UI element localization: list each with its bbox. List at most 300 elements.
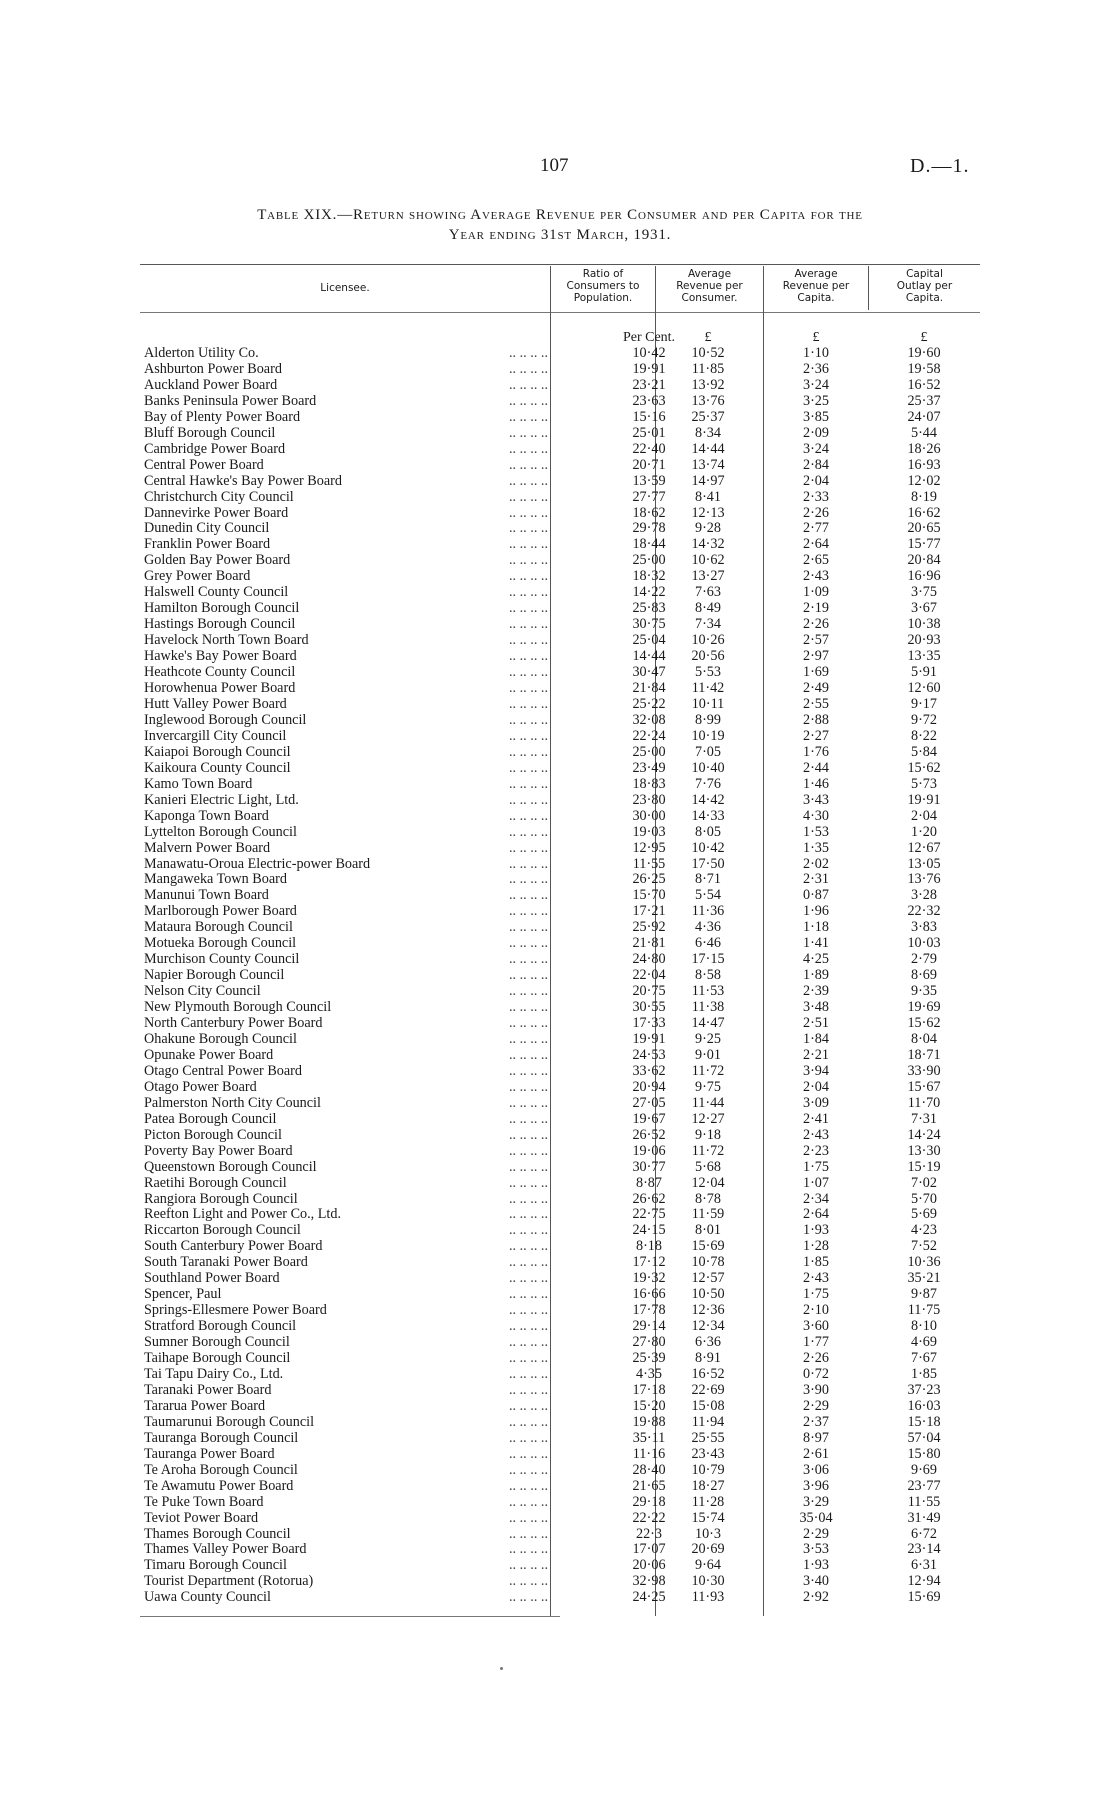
leader-dots: .. .. .. .. [508,584,548,601]
revenue-per-consumer-cell: 14·44 [691,440,725,457]
table-row [140,1096,980,1112]
revenue-per-consumer-cell: 9·75 [694,1078,721,1095]
header-top-rule [140,264,980,265]
revenue-per-capita-cell: 3·06 [802,1461,829,1478]
table-row [140,1128,980,1144]
capital-outlay-cell: 25·37 [907,392,941,409]
licensee-name: Kaponga Town Board [144,809,273,825]
capital-outlay-cell: 20·84 [907,552,941,569]
capital-outlay-cell: 16·96 [907,568,941,585]
revenue-per-consumer-cell: 11·38 [691,999,725,1016]
licensee-name: Invercargill City Council [144,729,290,745]
revenue-per-capita-cell: 0·72 [802,1366,829,1382]
header-line: Capital [906,268,943,280]
table-row [140,984,980,1000]
revenue-per-consumer-cell: 12·13 [691,504,725,521]
page-speck [500,1667,503,1670]
leader-dots: .. .. .. .. [508,1254,548,1271]
revenue-per-consumer-cell: 11·72 [691,1062,725,1079]
ratio-cell: 19·06 [632,1142,666,1159]
revenue-per-consumer-cell: 8·05 [694,823,721,840]
licensee-name: Hutt Valley Power Board [144,697,291,713]
revenue-per-capita-cell: 1·28 [802,1238,829,1255]
table-row [140,1383,980,1399]
capital-outlay-cell: 20·93 [907,632,941,649]
ratio-cell: 25·83 [632,600,666,617]
table-row [140,569,980,585]
capital-outlay-cell: 15·77 [907,536,941,553]
capital-outlay-cell: 1·20 [910,823,937,840]
licensee-name: Tai Tapu Dairy Co., Ltd. [144,1367,287,1383]
ratio-cell: 24·25 [632,1589,666,1606]
table-row [140,745,980,761]
column-header-revenue-per-consumer [656,268,763,304]
table-row [140,1255,980,1271]
revenue-per-consumer-cell: 20·56 [691,648,725,665]
leader-dots: .. .. .. .. [508,1142,548,1159]
licensee-name: Kamo Town Board [144,777,256,793]
licensee-name: Halswell County Council [144,585,292,601]
table-row [140,1367,980,1383]
capital-outlay-cell: 9·87 [910,1286,937,1303]
licensee-name: Mataura Borough Council [144,920,297,936]
ratio-cell: 25·92 [632,919,666,936]
leader-dots: .. .. .. .. [508,1541,548,1558]
unit-outlay: £ [920,330,928,345]
revenue-per-capita-cell: 2·33 [802,488,829,505]
table-row [140,1463,980,1479]
revenue-per-consumer-cell: 8·99 [694,711,721,728]
header-line: Consumers to [566,280,640,292]
leader-dots: .. .. .. .. [508,1350,548,1367]
ratio-cell: 8·18 [635,1238,662,1255]
ratio-cell: 17·21 [632,903,666,920]
table-row [140,649,980,665]
ratio-cell: 19·67 [632,1110,666,1127]
table-row [140,904,980,920]
licensee-name: Golden Bay Power Board [144,553,294,569]
table-row [140,442,980,458]
table-bottom-rule [140,1616,560,1617]
revenue-per-consumer-cell: 14·33 [691,807,725,824]
capital-outlay-cell: 16·03 [907,1397,941,1414]
capital-outlay-cell: 19·58 [907,360,941,377]
revenue-per-capita-cell: 2·23 [802,1142,829,1159]
licensee-name: Rangiora Borough Council [144,1192,302,1208]
licensee-name: Motueka Borough Council [144,936,300,952]
licensee-name: Tauranga Borough Council [144,1431,302,1447]
table-row [140,793,980,809]
leader-dots: .. .. .. .. [508,1158,548,1175]
licensee-table-body [140,346,980,1606]
revenue-per-consumer-cell: 9·18 [694,1126,721,1143]
header-line: Population. [573,292,633,304]
leader-dots: .. .. .. .. [508,1381,548,1398]
table-row [140,1447,980,1463]
leader-dots: .. .. .. .. [508,456,548,473]
revenue-per-consumer-cell: 13·92 [691,376,725,393]
ratio-cell: 11·16 [632,1445,666,1462]
revenue-per-consumer-cell: 7·05 [694,743,721,760]
licensee-name: Raetihi Borough Council [144,1176,291,1192]
table-row [140,346,980,362]
revenue-per-consumer-cell: 22·69 [691,1381,725,1398]
revenue-per-consumer-cell: 8·71 [694,871,721,888]
capital-outlay-cell: 7·67 [910,1350,937,1367]
ratio-cell: 18·32 [632,568,666,585]
licensee-name: Springs-Ellesmere Power Board [144,1303,331,1319]
ratio-cell: 30·75 [632,616,666,633]
ratio-cell: 33·62 [632,1062,666,1079]
leader-dots: .. .. .. .. [508,919,548,936]
capital-outlay-cell: 5·69 [910,1206,937,1223]
table-row [140,458,980,474]
revenue-per-consumer-cell: 9·64 [694,1557,721,1574]
licensee-name: Manawatu-Oroua Electric-power Board [144,857,374,873]
revenue-per-capita-cell: 3·94 [802,1062,829,1079]
table-row [140,952,980,968]
revenue-per-capita-cell: 3·24 [802,440,829,457]
ratio-cell: 25·01 [632,424,666,441]
revenue-per-consumer-cell: 15·69 [691,1238,725,1255]
ratio-cell: 19·32 [632,1270,666,1287]
revenue-per-consumer-cell: 8·01 [694,1222,721,1239]
table-row [140,1000,980,1016]
table-row [140,825,980,841]
revenue-per-capita-cell: 2·44 [802,759,829,776]
ratio-cell: 11·55 [632,855,666,872]
leader-dots: .. .. .. .. [508,1190,548,1207]
leader-dots: .. .. .. .. [508,935,548,952]
revenue-per-consumer-cell: 14·47 [691,1015,725,1032]
ratio-cell: 30·00 [632,807,666,824]
table-row [140,1495,980,1511]
ratio-cell: 12·95 [632,839,666,856]
revenue-per-capita-cell: 2·64 [802,536,829,553]
table-row [140,1176,980,1192]
revenue-per-consumer-cell: 15·08 [691,1397,725,1414]
licensee-name: Cambridge Power Board [144,442,289,458]
table-title-line-2: Year ending 31st March, 1931. [448,227,672,243]
ratio-cell: 29·14 [632,1318,666,1335]
licensee-name: Palmerston North City Council [144,1096,325,1112]
ratio-cell: 23·63 [632,392,666,409]
revenue-per-capita-cell: 3·43 [802,791,829,808]
revenue-per-capita-cell: 2·57 [802,632,829,649]
licensee-name: Poverty Bay Power Board [144,1144,297,1160]
ratio-cell: 18·83 [632,775,666,792]
ratio-cell: 23·21 [632,376,666,393]
capital-outlay-cell: 2·04 [910,807,937,824]
revenue-per-consumer-cell: 25·55 [691,1429,725,1446]
licensee-name: Queenstown Borough Council [144,1160,321,1176]
revenue-per-capita-cell: 1·09 [802,584,829,601]
capital-outlay-cell: 15·18 [907,1413,941,1430]
revenue-per-consumer-cell: 13·27 [691,568,725,585]
revenue-per-consumer-cell: 5·68 [694,1158,721,1175]
leader-dots: .. .. .. .. [508,727,548,744]
capital-outlay-cell: 13·35 [907,648,941,665]
leader-dots: .. .. .. .. [508,1429,548,1446]
revenue-per-capita-cell: 2·27 [802,727,829,744]
capital-outlay-cell: 12·94 [907,1573,941,1590]
licensee-name: Opunake Power Board [144,1048,277,1064]
table-row [140,681,980,697]
table-row [140,1032,980,1048]
revenue-per-capita-cell: 1·96 [802,903,829,920]
capital-outlay-cell: 8·22 [910,727,937,744]
table-row [140,809,980,825]
ratio-cell: 30·55 [632,999,666,1016]
revenue-per-consumer-cell: 12·04 [691,1174,725,1191]
ratio-cell: 20·75 [632,983,666,1000]
ratio-cell: 22·04 [632,967,666,984]
licensee-name: Sumner Borough Council [144,1335,294,1351]
licensee-name: South Taranaki Power Board [144,1255,312,1271]
header-line: Revenue per [782,280,850,292]
revenue-per-capita-cell: 2·88 [802,711,829,728]
capital-outlay-cell: 8·19 [910,488,937,505]
leader-dots: .. .. .. .. [508,1222,548,1239]
table-row [140,410,980,426]
capital-outlay-cell: 23·14 [907,1541,941,1558]
licensee-name: Te Puke Town Board [144,1495,268,1511]
licensee-name: Taihape Borough Council [144,1351,294,1367]
revenue-per-consumer-cell: 25·37 [691,408,725,425]
leader-dots: .. .. .. .. [508,903,548,920]
leader-dots: .. .. .. .. [508,424,548,441]
table-row [140,777,980,793]
table-row [140,1112,980,1128]
leader-dots: .. .. .. .. [508,504,548,521]
capital-outlay-cell: 13·30 [907,1142,941,1159]
revenue-per-consumer-cell: 14·42 [691,791,725,808]
leader-dots: .. .. .. .. [508,1062,548,1079]
leader-dots: .. .. .. .. [508,1126,548,1143]
ratio-cell: 21·84 [632,680,666,697]
ratio-cell: 14·44 [632,648,666,665]
revenue-per-consumer-cell: 12·36 [691,1302,725,1319]
leader-dots: .. .. .. .. [508,1238,548,1255]
leader-dots: .. .. .. .. [508,1015,548,1032]
revenue-per-consumer-cell: 10·62 [691,552,725,569]
table-row [140,1239,980,1255]
revenue-per-consumer-cell: 10·19 [691,727,725,744]
table-row [140,362,980,378]
revenue-per-capita-cell: 8·97 [802,1429,829,1446]
revenue-per-consumer-cell: 10·50 [691,1286,725,1303]
leader-dots: .. .. .. .. [508,392,548,409]
revenue-per-consumer-cell: 10·11 [691,695,725,712]
table-row [140,1399,980,1415]
leader-dots: .. .. .. .. [508,823,548,840]
capital-outlay-cell: 6·72 [910,1525,937,1542]
revenue-per-consumer-cell: 5·53 [694,664,721,681]
leader-dots: .. .. .. .. [508,791,548,808]
capital-outlay-cell: 16·93 [907,456,941,473]
licensee-name: Thames Valley Power Board [144,1542,310,1558]
revenue-per-capita-cell: 2·26 [802,616,829,633]
ratio-cell: 35·11 [632,1429,666,1446]
revenue-per-consumer-cell: 11·28 [691,1493,725,1510]
capital-outlay-cell: 4·69 [910,1334,937,1351]
column-header-revenue-per-capita [764,268,868,304]
ratio-cell: 18·62 [632,504,666,521]
table-row [140,585,980,601]
capital-outlay-cell: 12·67 [907,839,941,856]
ratio-cell: 25·22 [632,695,666,712]
revenue-per-consumer-cell: 11·36 [691,903,725,920]
revenue-per-consumer-cell: 8·78 [694,1190,721,1207]
ratio-cell: 16·66 [632,1286,666,1303]
revenue-per-capita-cell: 3·90 [802,1381,829,1398]
licensee-name: Inglewood Borough Council [144,713,310,729]
capital-outlay-cell: 13·76 [907,871,941,888]
leader-dots: .. .. .. .. [508,520,548,537]
licensee-name: Te Aroha Borough Council [144,1463,302,1479]
capital-outlay-cell: 3·83 [910,919,937,936]
revenue-per-consumer-cell: 11·94 [691,1413,725,1430]
table-row [140,920,980,936]
ratio-cell: 20·71 [632,456,666,473]
leader-dots: .. .. .. .. [508,983,548,1000]
capital-outlay-cell: 15·19 [907,1158,941,1175]
table-row [140,1574,980,1590]
ratio-cell: 29·18 [632,1493,666,1510]
table-row [140,1479,980,1495]
capital-outlay-cell: 15·62 [907,1015,941,1032]
revenue-per-consumer-cell: 11·93 [691,1589,725,1606]
ratio-cell: 26·25 [632,871,666,888]
revenue-per-capita-cell: 2·21 [802,1046,829,1063]
ratio-cell: 17·12 [632,1254,666,1271]
revenue-per-consumer-cell: 4·36 [694,919,721,936]
capital-outlay-cell: 5·73 [910,775,937,792]
revenue-per-consumer-cell: 10·26 [691,632,725,649]
revenue-per-capita-cell: 2·26 [802,1350,829,1367]
revenue-per-consumer-cell: 16·52 [691,1366,725,1382]
leader-dots: .. .. .. .. [508,1286,548,1303]
licensee-name: Murchison County Council [144,952,303,968]
licensee-name: Picton Borough Council [144,1128,286,1144]
table-row [140,1207,980,1223]
revenue-per-consumer-cell: 8·34 [694,424,721,441]
capital-outlay-cell: 31·49 [907,1509,941,1526]
revenue-per-capita-cell: 3·53 [802,1541,829,1558]
table-row [140,506,980,522]
ratio-cell: 20·06 [632,1557,666,1574]
table-row [140,1160,980,1176]
revenue-per-capita-cell: 3·25 [802,392,829,409]
revenue-per-capita-cell: 2·37 [802,1413,829,1430]
licensee-name: Alderton Utility Co. [144,346,263,362]
ratio-cell: 25·04 [632,632,666,649]
licensee-name: Teviot Power Board [144,1511,262,1527]
capital-outlay-cell: 3·75 [910,584,937,601]
leader-dots: .. .. .. .. [508,632,548,649]
capital-outlay-cell: 19·69 [907,999,941,1016]
licensee-name: South Canterbury Power Board [144,1239,327,1255]
leader-dots: .. .. .. .. [508,1509,548,1526]
ratio-cell: 26·62 [632,1190,666,1207]
ratio-cell: 14·22 [632,584,666,601]
table-row [140,1287,980,1303]
leader-dots: .. .. .. .. [508,360,548,377]
revenue-per-capita-cell: 1·69 [802,664,829,681]
revenue-per-capita-cell: 3·60 [802,1318,829,1335]
ratio-cell: 19·03 [632,823,666,840]
revenue-per-consumer-cell: 8·91 [694,1350,721,1367]
revenue-per-consumer-cell: 11·59 [691,1206,725,1223]
leader-dots: .. .. .. .. [508,1573,548,1590]
capital-outlay-cell: 16·52 [907,376,941,393]
leader-dots: .. .. .. .. [508,711,548,728]
unit-ratio: Per Cent. [622,330,676,345]
licensee-name: Otago Central Power Board [144,1064,306,1080]
column-header-capital-outlay [869,268,980,304]
licensee-name: Nelson City Council [144,984,265,1000]
ratio-cell: 27·77 [632,488,666,505]
licensee-name: Central Hawke's Bay Power Board [144,474,346,490]
revenue-per-capita-cell: 2·19 [802,600,829,617]
table-row [140,1542,980,1558]
revenue-per-capita-cell: 2·51 [802,1015,829,1032]
capital-outlay-cell: 5·84 [910,743,937,760]
revenue-per-consumer-cell: 17·50 [691,855,725,872]
capital-outlay-cell: 18·71 [907,1046,941,1063]
capital-outlay-cell: 7·31 [910,1110,937,1127]
revenue-per-capita-cell: 2·43 [802,1270,829,1287]
revenue-per-capita-cell: 2·09 [802,424,829,441]
table-title-line-1: Table XIX.—Return showing Average Revenue per Consumer and per Capita for the [257,207,863,223]
leader-dots: .. .. .. .. [508,536,548,553]
ratio-cell: 19·91 [632,1030,666,1047]
table-row [140,1064,980,1080]
leader-dots: .. .. .. .. [508,1366,548,1382]
capital-outlay-cell: 22·32 [907,903,941,920]
revenue-per-consumer-cell: 11·85 [691,360,725,377]
leader-dots: .. .. .. .. [508,408,548,425]
revenue-per-consumer-cell: 8·41 [694,488,721,505]
table-row [140,537,980,553]
revenue-per-capita-cell: 2·02 [802,855,829,872]
licensee-name: Banks Peninsula Power Board [144,394,320,410]
revenue-per-capita-cell: 0·87 [802,887,829,904]
licensee-name: Bluff Borough Council [144,426,279,442]
leader-dots: .. .. .. .. [508,1445,548,1462]
leader-dots: .. .. .. .. [508,807,548,824]
ratio-cell: 23·49 [632,759,666,776]
leader-dots: .. .. .. .. [508,1557,548,1574]
revenue-per-capita-cell: 1·77 [802,1334,829,1351]
revenue-per-consumer-cell: 23·43 [691,1445,725,1462]
licensee-name: Manunui Town Board [144,888,273,904]
capital-outlay-cell: 19·91 [907,791,941,808]
licensee-name: Stratford Borough Council [144,1319,300,1335]
ratio-cell: 29·78 [632,520,666,537]
table-title [140,205,980,245]
capital-outlay-cell: 15·69 [907,1589,941,1606]
revenue-per-capita-cell: 2·84 [802,456,829,473]
revenue-per-capita-cell: 3·24 [802,376,829,393]
licensee-name: Taranaki Power Board [144,1383,275,1399]
revenue-per-capita-cell: 2·29 [802,1397,829,1414]
licensee-name: Marlborough Power Board [144,904,301,920]
capital-outlay-cell: 10·36 [907,1254,941,1271]
document-reference: D.—1. [910,155,970,177]
table-row [140,601,980,617]
ratio-cell: 32·98 [632,1573,666,1590]
